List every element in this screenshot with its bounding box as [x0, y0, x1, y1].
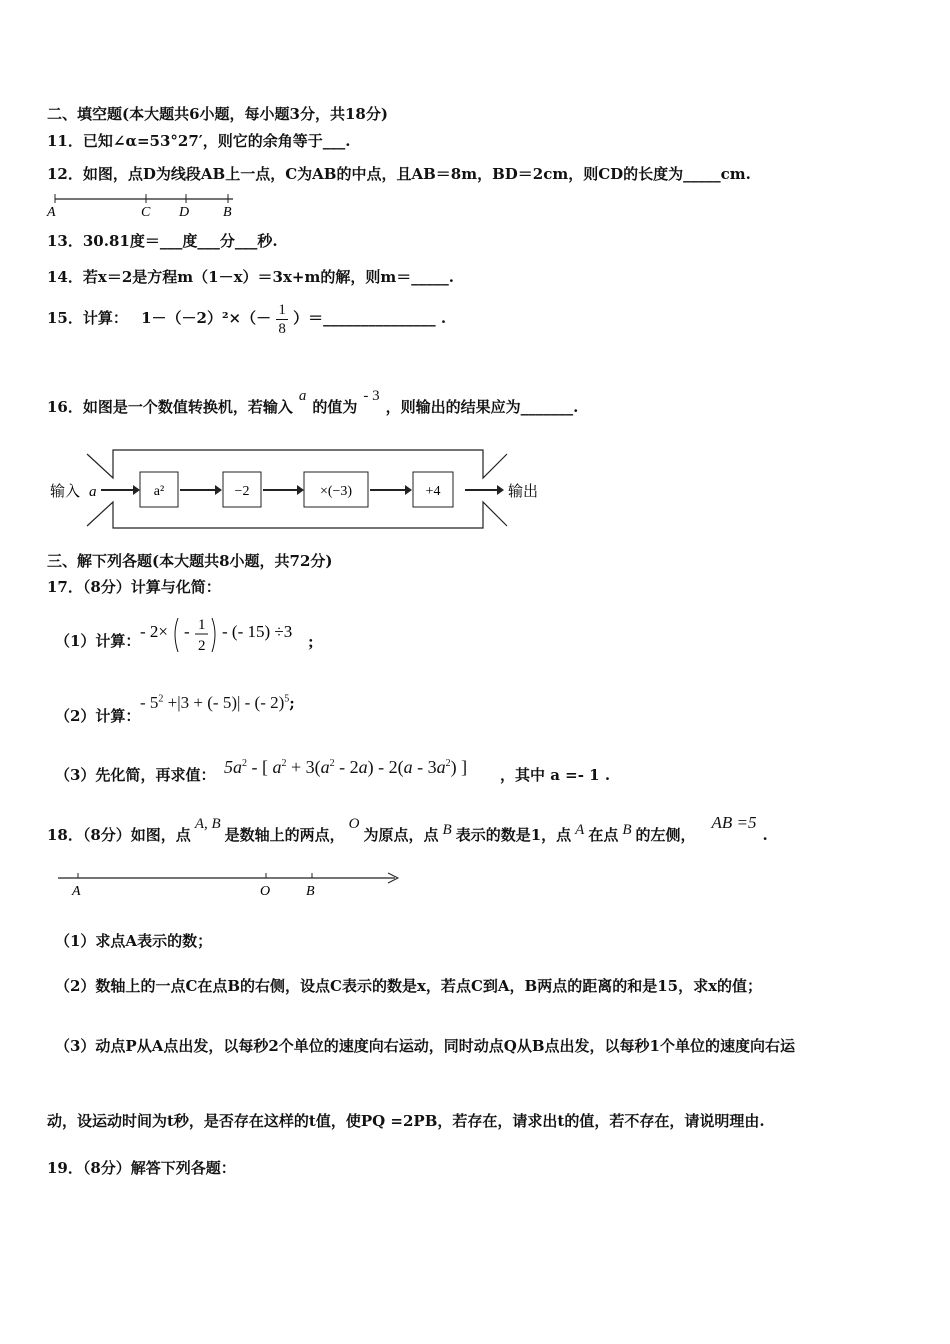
machine-step-2: −2	[234, 484, 250, 499]
question-17-2: （2）计算：	[55, 707, 141, 725]
q15-prefix: 15．计算：	[47, 309, 128, 327]
segment-figure	[45, 192, 245, 222]
seg-label-d: D	[179, 205, 190, 220]
question-15	[47, 300, 446, 338]
svg-text:- (- 15) ÷3: - (- 15) ÷3	[222, 622, 293, 641]
question-18: 18．（8分）如图，点A, B是数轴上的两点，O为原点，点 B 表示的数是1，点 A 在点 B 的左侧，AB =5.	[47, 813, 768, 844]
seg-label-b: B	[223, 205, 232, 220]
numline-label-b: B	[306, 884, 315, 898]
question-17-3: （3）先化简，再求值：	[55, 766, 216, 784]
svg-text:-: -	[184, 622, 190, 641]
seg-label-a: A	[47, 205, 56, 220]
seg-label-c: C	[141, 205, 151, 220]
svg-text:1: 1	[198, 617, 206, 633]
question-12: 12．如图，点D为线段AB上一点，C为AB的中点，且AB＝8m，BD＝2cm，则CD的长度为_____cm.	[47, 165, 751, 183]
machine-input-label: 输入	[50, 484, 81, 500]
numline-label-o: O	[260, 884, 271, 898]
number-machine-figure	[45, 446, 565, 536]
question-18-3b: 动，设运动时间为t秒，是否存在这样的t值，使PQ =2PB，若存在，请求出t的值，若不存在，请说明理由.	[47, 1112, 765, 1130]
question-18-1: （1）求点A表示的数；	[55, 932, 213, 950]
numline-label-a: A	[72, 884, 81, 898]
question-14: 14．若x＝2是方程m（1－x）＝3x+m的解，则m＝_____.	[47, 268, 454, 286]
q17-1-expression: - 2× - 1 2 - (- 15) ÷3 ;	[140, 610, 320, 658]
q16-val: - 3	[363, 388, 380, 404]
question-18-2: （2）数轴上的一点C在点B的右侧，设点C表示的数是x，若点C到A，B两点的距离的和是15，求x的值；	[55, 977, 763, 995]
svg-text:- 2×: - 2×	[140, 622, 168, 641]
question-13: 13．30.81度＝___度___分___秒.	[47, 232, 278, 250]
question-17-1: （1）计算：	[55, 632, 141, 650]
q17-3-expression: $5a^2$ - [ $a^2 + 3(a^2 - 2a) - 2(a - 3a^2)$ ]	[224, 757, 468, 777]
q16-var: a	[298, 388, 307, 404]
question-19: 19．（8分）解答下列各题：	[47, 1159, 236, 1177]
q17-3-condition: ，其中 a =- 1 .	[500, 766, 611, 784]
question-17: 17．（8分）计算与化简：	[47, 578, 221, 596]
svg-text:2: 2	[198, 638, 206, 654]
machine-output-label: 输出	[508, 484, 539, 500]
question-11: 11．已知∠α=53°27′，则它的余角等于___.	[47, 132, 351, 150]
machine-input-var: a	[89, 484, 97, 500]
question-18-3a: （3）动点P从A点出发，以每秒2个单位的速度向右运动，同时动点Q从B点出发，以每秒1个单位的速度向右运	[55, 1037, 795, 1055]
machine-step-3: ×(−3)	[319, 484, 353, 499]
section2-title: 二、填空题(本大题共6小题，每小题3分，共18分)	[47, 105, 388, 123]
section3-title: 三、解下列各题(本大题共8小题，共72分)	[47, 552, 333, 570]
machine-step-4: +4	[425, 484, 441, 499]
q15-expr: 1－（－2）²×（－	[141, 309, 272, 327]
q17-2-expression: - $5^2 +|3$ + (- 5)| - (- 2)$^5$;	[140, 693, 295, 712]
machine-step-1: a²	[153, 484, 165, 499]
q15-suffix: ）＝_______________ .	[293, 309, 447, 327]
q15-fraction: $\frac{1}{8}$	[278, 301, 286, 337]
q17-1-math	[140, 610, 320, 658]
number-line-figure	[50, 868, 410, 898]
q17-1-expr-text	[140, 610, 148, 611]
question-16: 16．如图是一个数值转换机，若输入a的值为- 3，则输出的结果应为_______.	[47, 388, 579, 416]
